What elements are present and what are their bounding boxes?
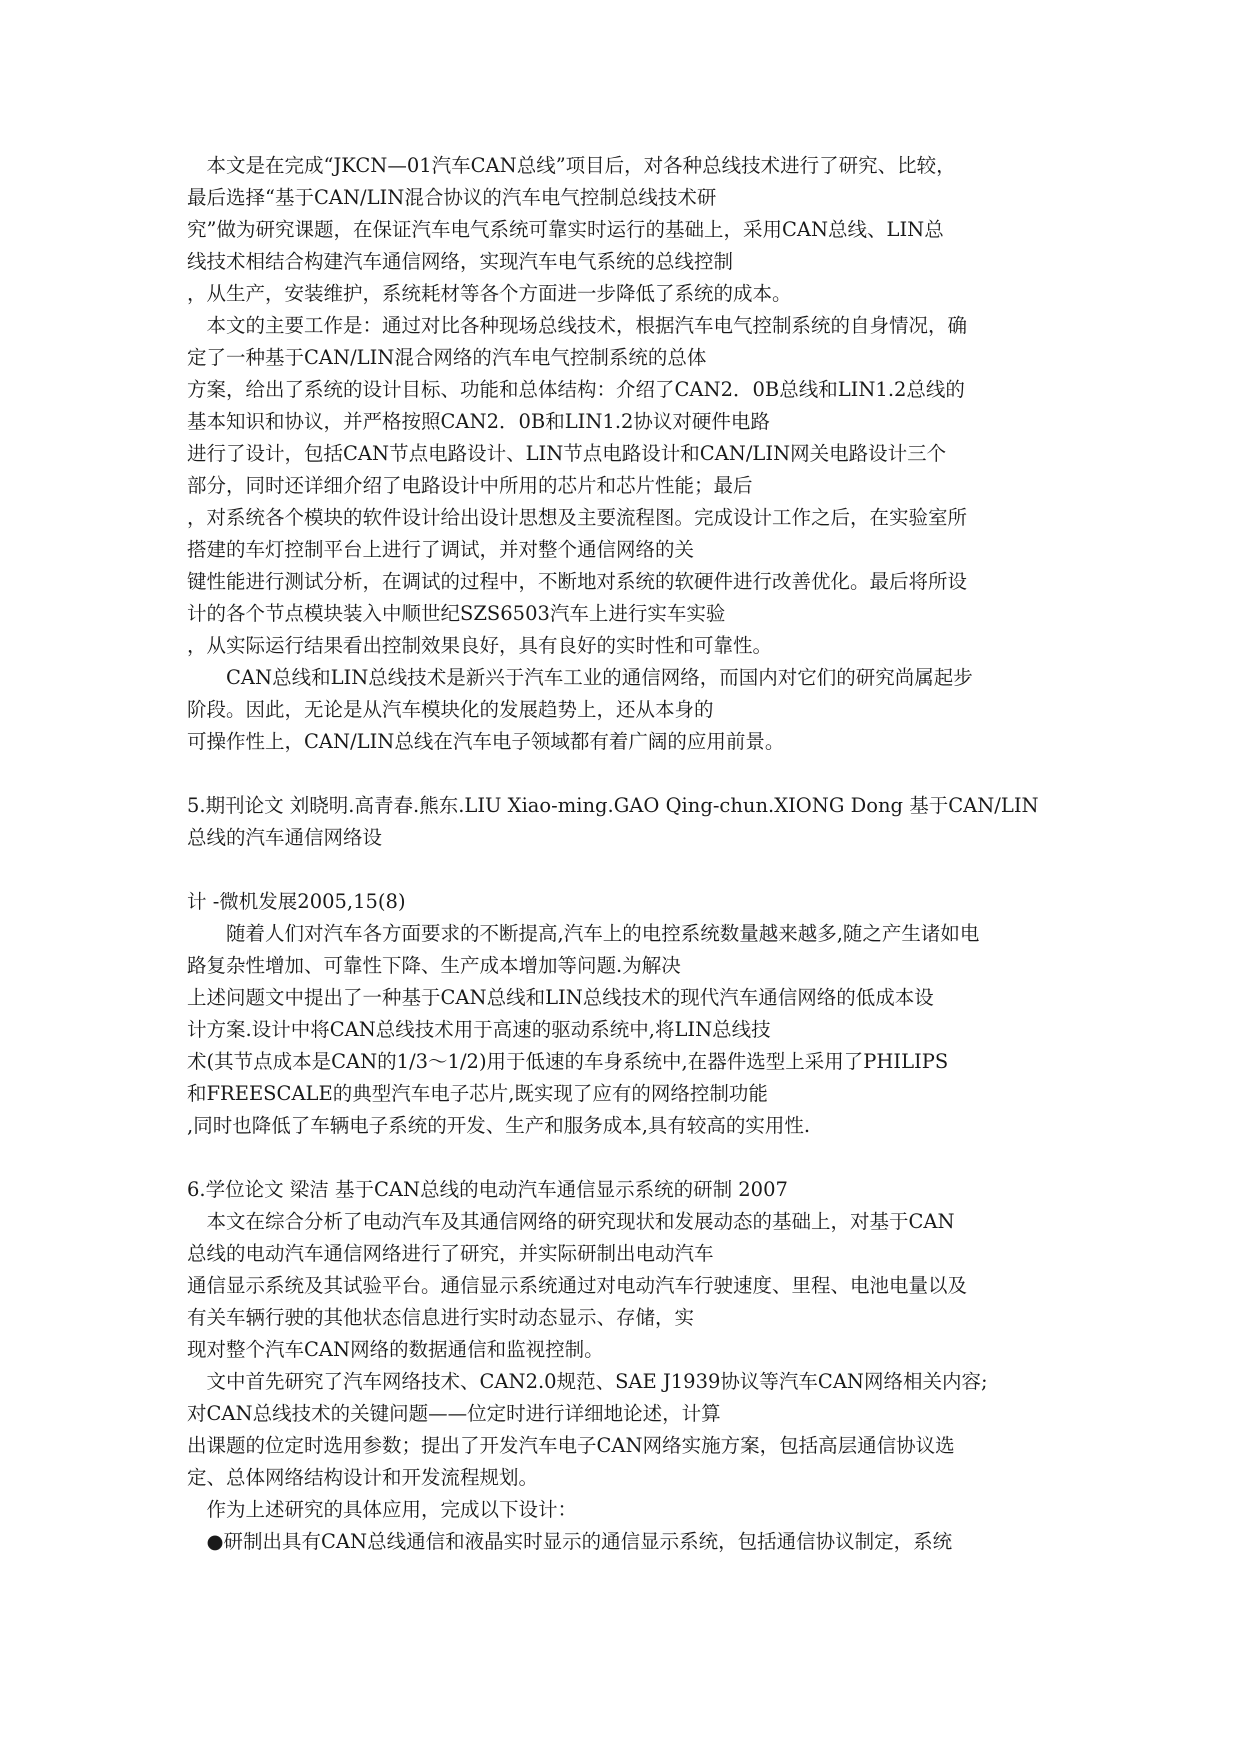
text-line: 通信显示系统及其试验平台。通信显示系统通过对电动汽车行驶速度、里程、电池电量以及 (187, 1274, 968, 1297)
text-line: 有关车辆行驶的其他状态信息进行实时动态显示、存储，实 (187, 1306, 695, 1329)
blank-line (187, 758, 1067, 790)
text-line: 本文是在完成“JKCN—01汽车CAN总线”项目后，对各种总线技术进行了研究、比较， (187, 154, 956, 177)
text-line: 总线的电动汽车通信网络进行了研究，并实际研制出电动汽车 (187, 1242, 714, 1265)
text-line: ,同时也降低了车辆电子系统的开发、生产和服务成本,具有较高的实用性. (187, 1114, 811, 1137)
text-line: 计方案.设计中将CAN总线技术用于高速的驱动系统中,将LIN总线技 (187, 1018, 771, 1041)
text-line: 计的各个节点模块装入中顺世纪SZS6503汽车上进行实车实验 (187, 602, 726, 625)
text-line: 键性能进行测试分析，在调试的过程中，不断地对系统的软硬件进行改善优化。最后将所设 (187, 570, 968, 593)
text-line: 搭建的车灯控制平台上进行了调试，并对整个通信网络的关 (187, 538, 695, 561)
text-line: 术(其节点成本是CAN的1/3～1/2)用于低速的车身系统中,在器件选型上采用了PHILIPS (187, 1050, 949, 1073)
text-line: 最后选择“基于CAN/LIN混合协议的汽车电气控制总线技术研 (187, 186, 717, 209)
text-line: ，对系统各个模块的软件设计给出设计思想及主要流程图。完成设计工作之后，在实验室所 (187, 506, 968, 529)
blank-line (187, 854, 1067, 886)
document-body (187, 150, 1067, 1558)
text-line: 基本知识和协议，并严格按照CAN2．0B和LIN1.2协议对硬件电路 (187, 410, 770, 433)
text-line: 5.期刊论文 刘晓明.高青春.熊东.LIU Xiao-ming.GAO Qing-chun.XIONG Dong 基于CAN/LIN (187, 794, 1039, 817)
text-line: 6.学位论文 梁洁 基于CAN总线的电动汽车通信显示系统的研制 2007 (187, 1178, 788, 1201)
blank-line (187, 1142, 1067, 1174)
text-line: 本文在综合分析了电动汽车及其通信网络的研究现状和发展动态的基础上，对基于CAN (187, 1210, 955, 1233)
text-line: 方案，给出了系统的设计目标、功能和总体结构：介绍了CAN2．0B总线和LIN1.2总线的 (187, 378, 965, 401)
text-line: 路复杂性增加、可靠性下降、生产成本增加等问题.为解决 (187, 954, 681, 977)
text-line: 定了一种基于CAN/LIN混合网络的汽车电气控制系统的总体 (187, 346, 707, 369)
text-line: ●研制出具有CAN总线通信和液晶实时显示的通信显示系统，包括通信协议制定，系统 (187, 1530, 953, 1553)
text-line: 和FREESCALE的典型汽车电子芯片,既实现了应有的网络控制功能 (187, 1082, 768, 1105)
text-line: ，从生产，安装维护，系统耗材等各个方面进一步降低了系统的成本。 (187, 282, 792, 305)
text-line: 部分，同时还详细介绍了电路设计中所用的芯片和芯片性能；最后 (187, 474, 753, 497)
text-line: 定、总体网络结构设计和开发流程规划。 (187, 1466, 539, 1489)
text-line: 阶段。因此，无论是从汽车模块化的发展趋势上，还从本身的 (187, 698, 714, 721)
text-line: 出课题的位定时选用参数；提出了开发汽车电子CAN网络实施方案，包括高层通信协议选 (187, 1434, 955, 1457)
text-line: 文中首先研究了汽车网络技术、CAN2.0规范、SAE J1939协议等汽车CAN网络相关内容; (187, 1370, 988, 1393)
text-line: 线技术相结合构建汽车通信网络，实现汽车电气系统的总线控制 (187, 250, 734, 273)
text-line: 总线的汽车通信网络设 (187, 826, 383, 849)
text-line: 上述问题文中提出了一种基于CAN总线和LIN总线技术的现代汽车通信网络的低成本设 (187, 986, 934, 1009)
text-line: 随着人们对汽车各方面要求的不断提高,汽车上的电控系统数量越来越多,随之产生诸如电 (187, 922, 980, 945)
text-line: 可操作性上，CAN/LIN总线在汽车电子领域都有着广阔的应用前景。 (187, 730, 785, 753)
text-line: 作为上述研究的具体应用，完成以下设计： (187, 1498, 578, 1521)
text-line: 本文的主要工作是：通过对比各种现场总线技术，根据汽车电气控制系统的自身情况，确 (187, 314, 968, 337)
text-line: 对CAN总线技术的关键问题——位定时进行详细地论述，计算 (187, 1402, 721, 1425)
text-line: ，从实际运行结果看出控制效果良好，具有良好的实时性和可靠性。 (187, 634, 773, 657)
text-line: 进行了设计，包括CAN节点电路设计、LIN节点电路设计和CAN/LIN网关电路设计三个 (187, 442, 947, 465)
text-line: 计 -微机发展2005,15(8) (187, 890, 406, 913)
text-line: CAN总线和LIN总线技术是新兴于汽车工业的通信网络，而国内对它们的研究尚属起步 (187, 666, 973, 689)
text-line: 究”做为研究课题，在保证汽车电气系统可靠实时运行的基础上，采用CAN总线、LIN总 (187, 218, 944, 241)
text-line: 现对整个汽车CAN网络的数据通信和监视控制。 (187, 1338, 604, 1361)
